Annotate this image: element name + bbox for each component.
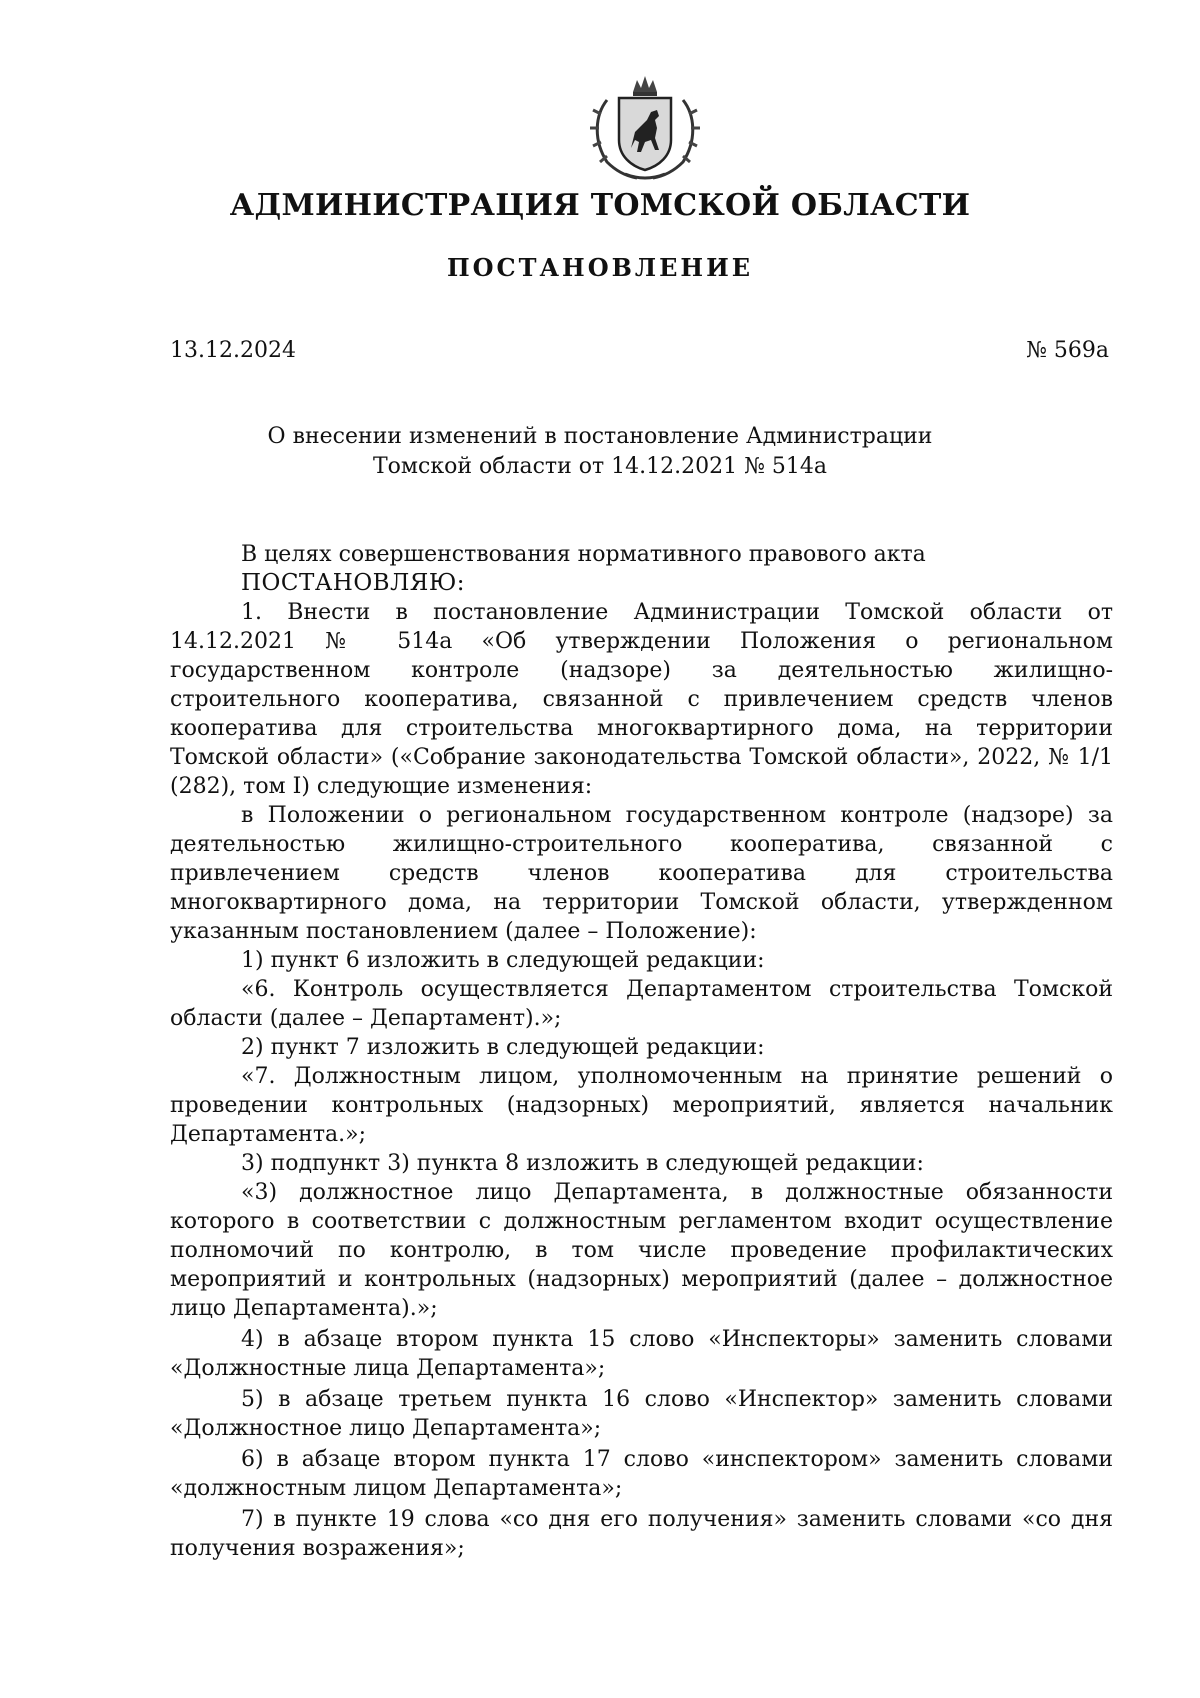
body-paragraph: в Положении о региональном государственном контроле (надзоре) за деятельностью жилищно-строительного кооператива, связанной с привлечением средств членов кооператива для строительства многоквартирного дома, на территории Томской области, утвержденном указанным постановлением (далее – Положение): <box>170 803 1113 944</box>
amendment-item: 5) в абзаце третьем пункта 16 слово «Инспектор» заменить словами «Должностное лицо Департамента»; <box>170 1387 1113 1441</box>
subject-line: Томской области от 14.12.2021 № 514а <box>372 454 828 479</box>
document-number: № 569а <box>1026 338 1109 363</box>
amendment-text: «7. Должностным лицом, уполномоченным на принятие решений о проведении контрольных (надзорных) мероприятий, является начальник Департамента.»; <box>170 1064 1113 1147</box>
organization-title: АДМИНИСТРАЦИЯ ТОМСКОЙ ОБЛАСТИ <box>229 188 971 223</box>
preamble-paragraph: В целях совершенствования нормативного правового акта <box>241 542 926 567</box>
amendment-item: 1) пункт 6 изложить в следующей редакции: <box>241 948 765 973</box>
body-paragraph: 1. Внести в постановление Администрации Томской области от 14.12.2021 № 514а «Об утверждении Положения о региональном государственном контроле (надзоре) за деятельностью жилищно-строительного кооператива, связанной с привлечением средств членов кооператива для строительства многоквартирного дома, на территории Томской области» («Собрание законодательства Томской области», 2022, № 1/1 (282), том I) следующие изменения: <box>170 600 1113 799</box>
document-subject <box>230 422 970 482</box>
subject-line: О внесении изменений в постановление Администрации <box>267 424 933 449</box>
coat-of-arms-icon <box>585 70 705 184</box>
document-body <box>170 540 1113 1563</box>
document-type: ПОСТАНОВЛЕНИЕ <box>446 253 754 282</box>
amendment-item: 6) в абзаце втором пункта 17 слово «инспектором» заменить словами «должностным лицом Департамента»; <box>170 1447 1113 1501</box>
amendment-item: 4) в абзаце втором пункта 15 слово «Инспекторы» заменить словами «Должностные лица Департамента»; <box>170 1327 1113 1381</box>
decree-word: ПОСТАНОВЛЯЮ: <box>241 570 466 596</box>
amendment-item: 3) подпункт 3) пункта 8 изложить в следующей редакции: <box>241 1151 924 1176</box>
amendment-text: «3) должностное лицо Департамента, в должностные обязанности которого в соответствии с должностным регламентом входит осуществление полномочий по контролю, в том числе проведение профилактических мероприятий и контрольных (надзорных) мероприятий (далее – должностное лицо Департамента).»; <box>170 1180 1113 1321</box>
amendment-text: «6. Контроль осуществляется Департаментом строительства Томской области (далее – Департамент).»; <box>170 977 1113 1031</box>
amendment-item: 2) пункт 7 изложить в следующей редакции: <box>241 1035 765 1060</box>
amendment-item: 7) в пункте 19 слова «со дня его получения» заменить словами «со дня получения возражения»; <box>170 1507 1113 1561</box>
document-date: 13.12.2024 <box>170 338 296 363</box>
